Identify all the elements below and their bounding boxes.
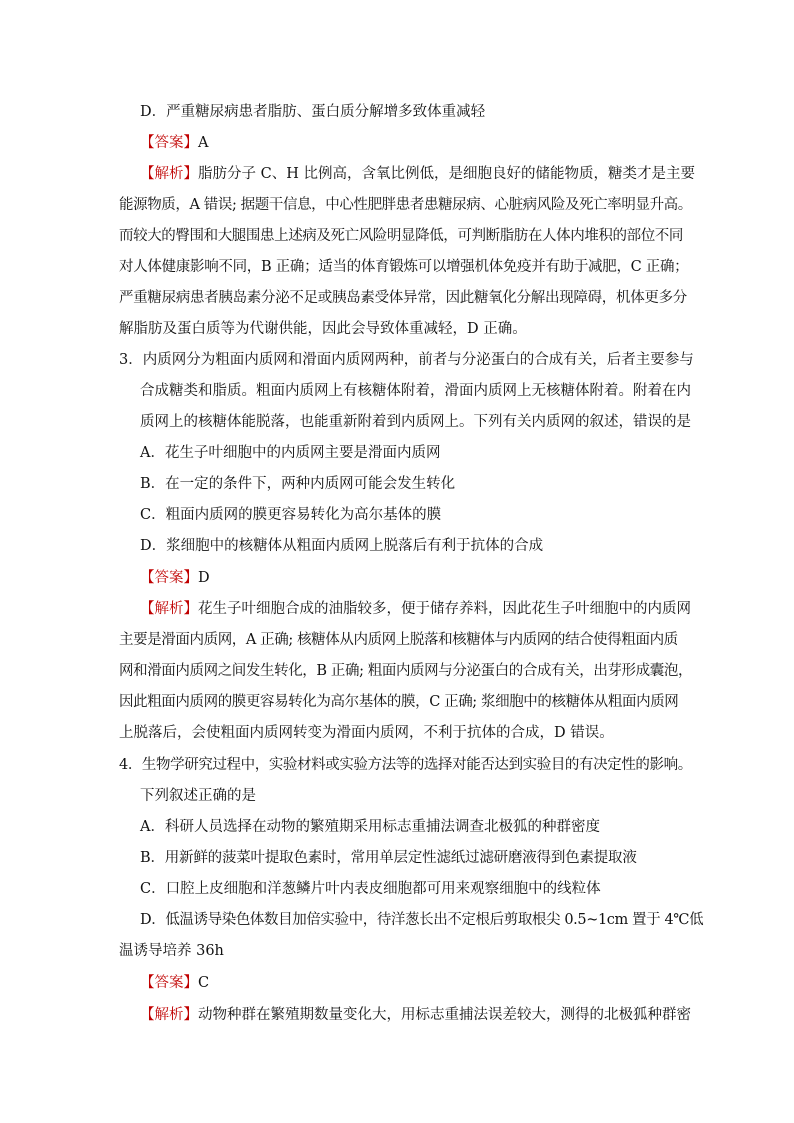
explanation-q2-line2: 能源物质，A 错误; 据题干信息，中心性肥胖患者患糖尿病、心脏病风险及死亡率明显升高。 bbox=[119, 197, 692, 213]
answer-value: D bbox=[198, 570, 210, 586]
option-d-q3: D．浆细胞中的核糖体从粗面内质网上脱落后有利于抗体的合成 bbox=[140, 538, 544, 554]
explanation-q3-line2: 主要是滑面内质网，A 正确; 核糖体从内质网上脱落和核糖体与内质网的结合使得粗面内质 bbox=[119, 632, 678, 648]
option-a-q4: A．科研人员选择在动物的繁殖期采用标志重捕法调查北极狐的种群密度 bbox=[140, 819, 600, 835]
option-a-q3: A．花生子叶细胞中的内质网主要是滑面内质网 bbox=[140, 445, 441, 461]
option-d-q4-line1: D．低温诱导染色体数目加倍实验中，待洋葱长出不定根后剪取根尖 0.5~1cm 置于 4℃低 bbox=[140, 912, 704, 928]
answer-label: 【答案】 bbox=[140, 135, 198, 151]
explain-label: 【解析】 bbox=[140, 601, 198, 617]
explanation-q2-line3: 而较大的臀围和大腿围患上述病及死亡风险明显降低，可判断脂肪在人体内堆积的部位不同 bbox=[119, 228, 683, 244]
option-d-q4-line2: 温诱导培养 36h bbox=[119, 943, 224, 959]
explanation-q3-line5: 上脱落后，会使粗面内质网转变为滑面内质网，不利于抗体的合成，D 错误。 bbox=[119, 725, 614, 741]
answer-q3 bbox=[140, 563, 210, 594]
question-3-line2: 合成糖类和脂质。粗面内质网上有核糖体附着，滑面内质网上无核糖体附着。附着在内 bbox=[140, 383, 691, 399]
explain-label: 【解析】 bbox=[140, 1007, 198, 1023]
explanation-q3-line4: 因此粗面内质网的膜更容易转化为高尔基体的膜，C 正确; 浆细胞中的核糖体从粗面内质网 bbox=[119, 694, 679, 710]
question-3-line3: 质网上的核糖体能脱落，也能重新附着到内质网上。下列有关内质网的叙述，错误的是 bbox=[140, 414, 691, 430]
question-4-line1: 4．生物学研究过程中，实验材料或实验方法等的选择对能否达到实验目的有决定性的影响。 bbox=[119, 757, 692, 773]
explanation-q3-line1: 【解析】花生子叶细胞合成的油脂较多，便于储存养料，因此花生子叶细胞中的内质网 bbox=[140, 601, 691, 617]
answer-value: A bbox=[198, 135, 209, 151]
option-c-q3: C．粗面内质网的膜更容易转化为高尔基体的膜 bbox=[140, 507, 442, 523]
question-3-line1: 3．内质网分为粗面内质网和滑面内质网两种，前者与分泌蛋白的合成有关，后者主要参与 bbox=[119, 352, 694, 368]
question-4-line2: 下列叙述正确的是 bbox=[140, 788, 256, 804]
answer-label: 【答案】 bbox=[140, 975, 198, 991]
explain-label: 【解析】 bbox=[140, 166, 198, 182]
option-c-q4: C．口腔上皮细胞和洋葱鳞片叶内表皮细胞都可用来观察细胞中的线粒体 bbox=[140, 881, 601, 897]
explanation-q4-line1: 【解析】动物种群在繁殖期数量变化大，用标志重捕法误差较大，测得的北极狐种群密 bbox=[140, 1007, 691, 1023]
option-b-q4: B．用新鲜的菠菜叶提取色素时，常用单层定性滤纸过滤研磨液得到色素提取液 bbox=[140, 850, 637, 866]
explanation-q3-line3: 网和滑面内质网之间发生转化，B 正确; 粗面内质网与分泌蛋白的合成有关，出芽形成囊泡， bbox=[119, 663, 693, 679]
explanation-q2-line4: 对人体健康影响不同，B 正确；适当的体育锻炼可以增强机体免疫并有助于减肥，C 正确； bbox=[119, 259, 689, 275]
explanation-q2-line6: 解脂肪及蛋白质等为代谢供能，因此会导致体重减轻，D 正确。 bbox=[119, 321, 527, 337]
answer-q4 bbox=[140, 968, 209, 999]
option-d-q2: D．严重糖尿病患者脂肪、蛋白质分解增多致体重减轻 bbox=[140, 104, 486, 120]
answer-q2 bbox=[140, 128, 208, 159]
explanation-q2-line5: 严重糖尿病患者胰岛素分泌不足或胰岛素受体异常，因此糖氧化分解出现障碍，机体更多分 bbox=[119, 290, 687, 306]
answer-label: 【答案】 bbox=[140, 570, 198, 586]
answer-value: C bbox=[198, 975, 210, 991]
explanation-q2-line1: 【解析】脂肪分子 C、H 比例高，含氧比例低，是细胞良好的储能物质，糖类才是主要 bbox=[140, 166, 695, 182]
option-b-q3: B．在一定的条件下，两种内质网可能会发生转化 bbox=[140, 476, 456, 492]
